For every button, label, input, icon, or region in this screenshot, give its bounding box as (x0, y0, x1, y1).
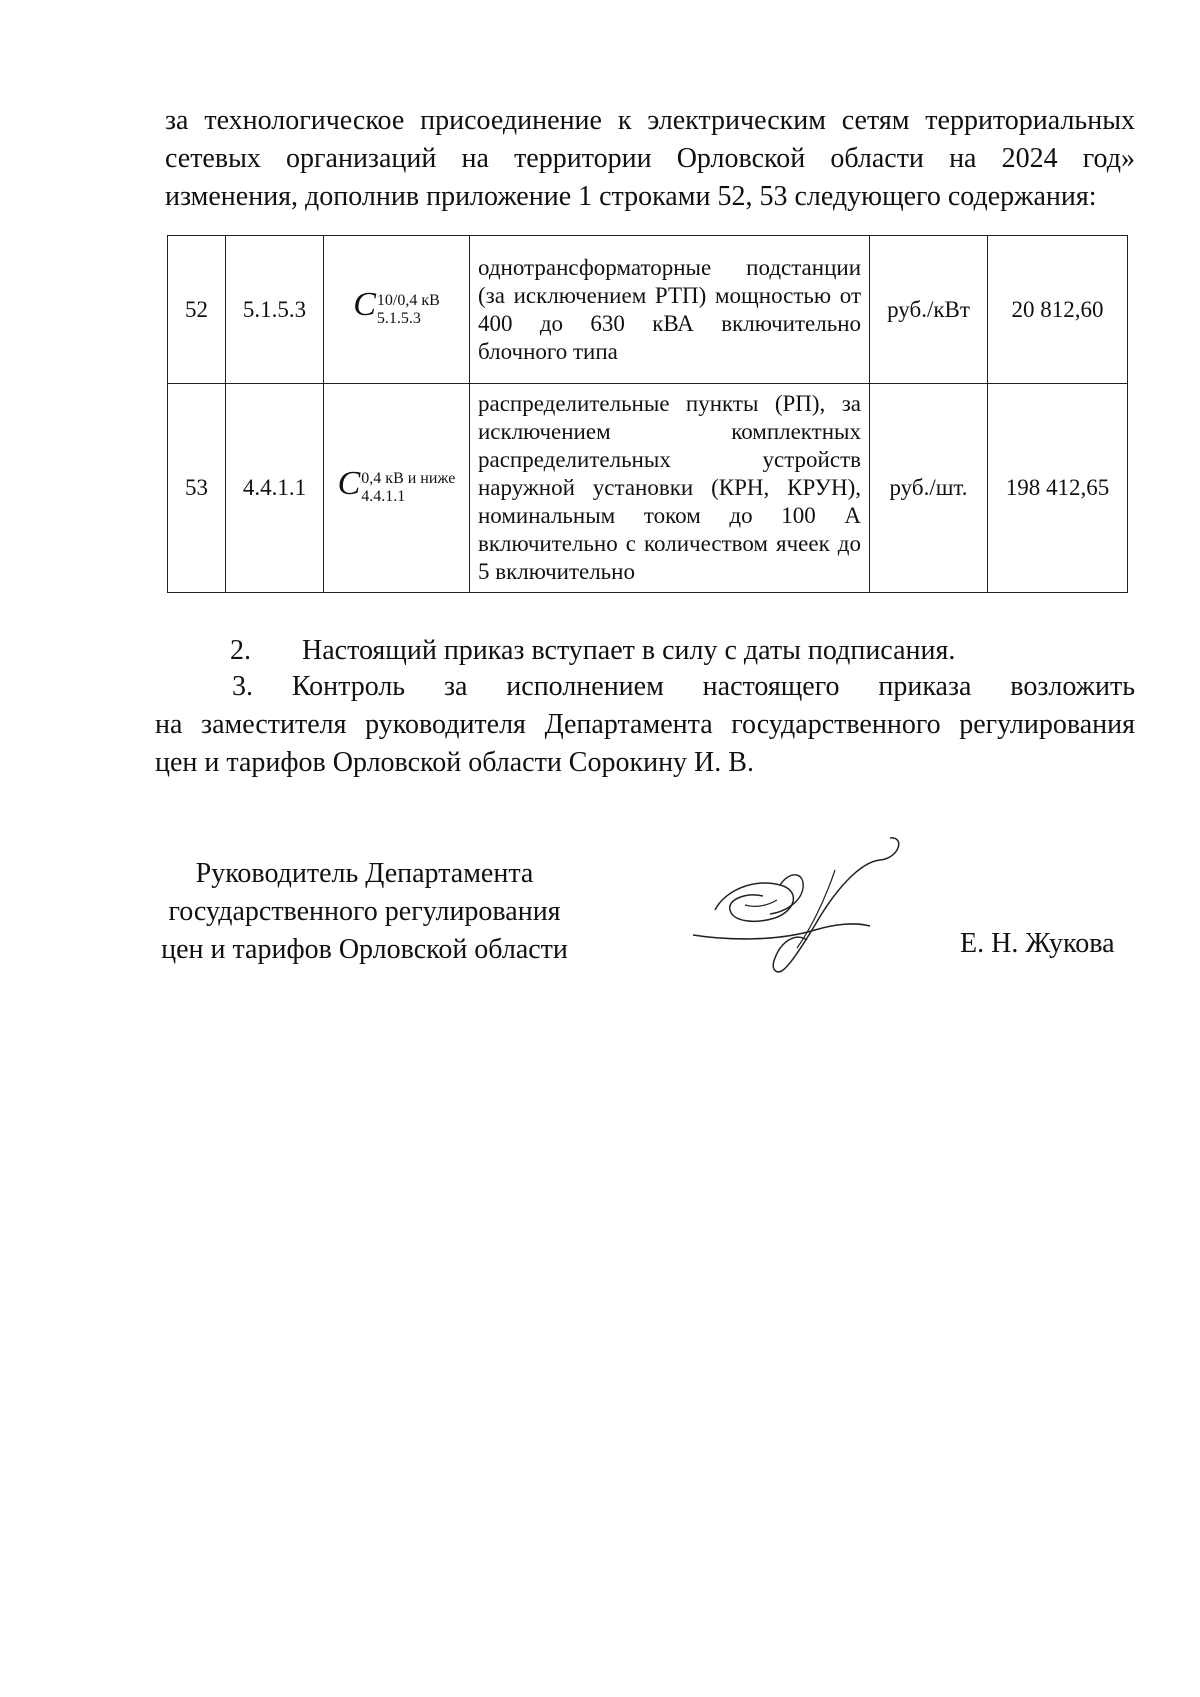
intro-line-3: изменения, дополнив приложение 1 строками 52, 53 следующего содержания: (165, 181, 1097, 212)
signatory-title-line-3: цен и тарифов Орловской области (161, 934, 568, 965)
intro-line-1: за технологическое присоединение к электрическим сетям территориальных (165, 105, 1135, 136)
row-code: 5.1.5.3 (226, 236, 324, 384)
row-unit: руб./шт. (870, 384, 988, 593)
symbol-subscript: 5.1.5.3 (376, 309, 421, 327)
symbol-subscript: 4.4.1.1 (361, 488, 406, 506)
clause-3-line-2: на заместителя руководителя Департамента государственного регулирования (155, 709, 1135, 740)
rate-symbol (324, 384, 470, 593)
symbol-superscript: 10/0,4 кВ (376, 291, 440, 309)
row-unit: руб./кВт (870, 236, 988, 384)
clause-2 (230, 632, 1130, 670)
clause-2-text: Настоящий приказ вступает в силу с даты подписания. (302, 635, 956, 666)
amendment-table (167, 235, 1128, 593)
handwritten-signature (685, 830, 915, 980)
row-code: 4.4.1.1 (226, 384, 324, 593)
row-value: 20 812,60 (988, 236, 1128, 384)
signatory-title-line-2: государственного регулирования (168, 896, 561, 927)
row-number: 52 (168, 236, 226, 384)
signatory-title-line-1: Руководитель Департамента (195, 858, 534, 889)
row-value: 198 412,65 (988, 384, 1128, 593)
row-number: 53 (168, 384, 226, 593)
intro-line-2: сетевых организаций на территории Орловской области на 2024 год» (165, 143, 1135, 174)
symbol-base: C (337, 464, 361, 502)
clause-3 (155, 668, 1135, 782)
row-description: распределительные пункты (РП), за исключением комплектных распределительных устройств наружной установки (КРН, КРУН), номинальным током до 100 А включительно с количеством ячеек до 5 включительно (470, 384, 870, 593)
row-description: однотрансформаторные подстанции (за исключением РТП) мощностью от 400 до 630 кВА включительно блочного типа (470, 236, 870, 384)
signatory-title (152, 855, 577, 969)
table-row (168, 384, 1128, 593)
clause-3-line-3: цен и тарифов Орловской области Сорокину И. В. (155, 747, 754, 778)
clause-3-line-1: 3. Контроль за исполнением настоящего приказа возложить (232, 671, 1135, 702)
symbol-base: C (353, 286, 376, 324)
rate-symbol (324, 236, 470, 384)
symbol-superscript: 0,4 кВ и ниже (361, 470, 456, 488)
intro-paragraph (165, 102, 1135, 216)
table-row (168, 236, 1128, 384)
clause-2-number: 2. (230, 635, 251, 666)
signatory-name: Е. Н. Жукова (960, 928, 1115, 959)
